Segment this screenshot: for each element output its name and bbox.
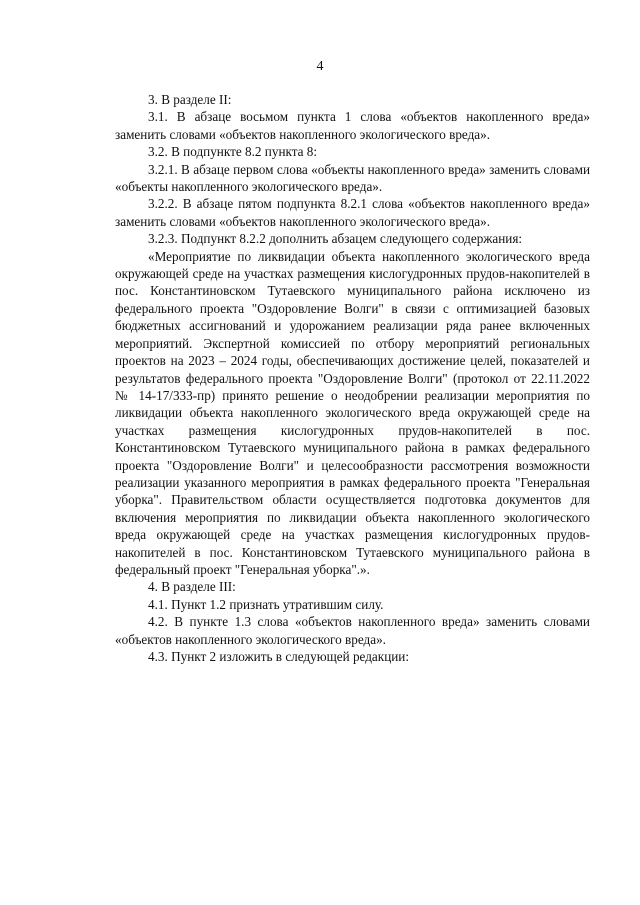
paragraph-3-2-2: 3.2.2. В абзаце пятом подпункта 8.2.1 слова «объектов накопленного вреда» заменить словами «объектов накопленного экологического вреда». [115,196,590,229]
paragraph-section-4: 4. В разделе III: [148,579,236,595]
page-number: 4 [316,59,324,74]
paragraph-4-3: 4.3. Пункт 2 изложить в следующей редакции: [148,649,410,664]
document-body [115,91,590,665]
paragraph-quoted-text: «Мероприятие по ликвидации объекта накопленного экологического вреда окружающей среде на участках размещения кислогудронных прудов-накопителей в пос. Константиновском Тутаевского муниципального района исключено из федерального проекта "Оздоровление Волги" в связи с оптимизацией базовых бюджетных ассигнований и удорожанием реализации ряда ранее включенных мероприятий. Экспертной комиссией по отбору мероприятий региональных проектов на 2023 – 2024 годы, обеспечивающих достижение целей, показателей и результатов федерального проекта "Оздоровление Волги" (протокол от 22.11.2022 № 14-17/333-пр) принято решение о неодобрении реализации мероприятия по ликвидации объекта накопленного экологического вреда окружающей среде на участках размещения кислогудронных прудов-накопителей в пос. Константиновском Тутаевского муниципального района в рамках федерального проекта "Оздоровление Волги" и целесообразности рассмотрения возможности реализации указанного мероприятия в рамках федерального проекта "Генеральная уборка". Правительством области осуществляется подготовка документов для включения мероприятия по ликвидации объекта накопленного экологического вреда окружающей среде на участках размещения кислогудронных прудов-накопителей в пос. Константиновском Тутаевского муниципального района в федеральный проект "Генеральная уборка".». [115,248,590,577]
paragraph-3-1: 3.1. В абзаце восьмом пункта 1 слова «объектов накопленного вреда» заменить словами «объектов накопленного экологического вреда». [115,109,590,142]
paragraph-4-2: 4.2. В пункте 1.3 слова «объектов накопленного вреда» заменить словами «объектов накопленного экологического вреда». [115,614,590,647]
paragraph-3-2: 3.2. В подпункте 8.2 пункта 8: [148,144,318,160]
paragraph-3-2-1: 3.2.1. В абзаце первом слова «объекты накопленного вреда» заменить словами «объекты накопленного экологического вреда». [115,161,590,195]
paragraph-section-3: 3. В разделе II: [148,92,232,107]
paragraph-4-1: 4.1. Пункт 1.2 признать утратившим силу. [148,596,384,612]
paragraph-3-2-3: 3.2.3. Подпункт 8.2.2 дополнить абзацем следующего содержания: [148,231,523,247]
